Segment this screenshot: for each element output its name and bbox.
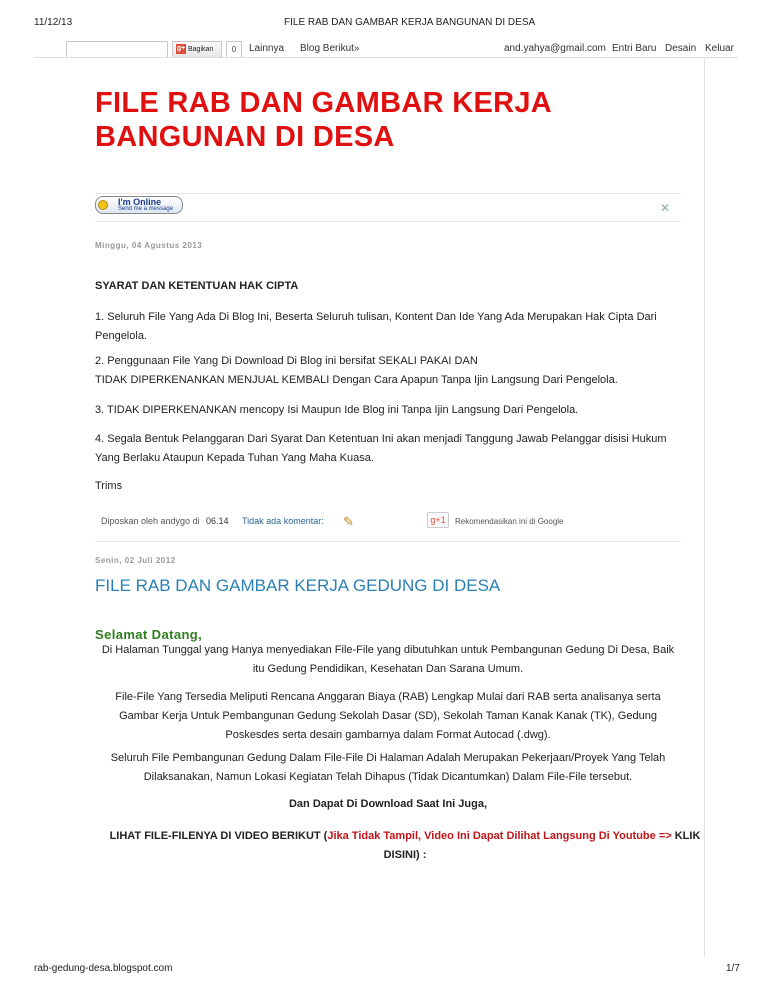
- post-paragraph: 2. Penggunaan File Yang Di Download Di Blog ini bersifat SEKALI PAKAI DAN: [95, 355, 478, 367]
- klik-disini-link[interactable]: KLIK DISINI) :: [383, 830, 701, 861]
- post-date: Minggu, 04 Agustus 2013: [95, 241, 203, 250]
- gadget-divider: [95, 221, 681, 222]
- share-label: Bagikan: [188, 46, 214, 53]
- recommend-google-text: Rekomendasikan ini di Google: [455, 517, 564, 526]
- post-paragraph: Dan Dapat Di Download Saat Ini Juga,: [288, 798, 488, 810]
- google-plus-icon: g+: [176, 45, 186, 52]
- post-divider: [95, 541, 681, 542]
- post-paragraph: File-File Yang Tersedia Meliputi Rencana Anggaran Biaya (RAB) Lengkap Mulai dari RAB serta analisanya serta Gambar Kerja Untuk Pembangunan Gedung Sekolah Dasar (SD), Sekolah Taman Kanak Kanak (TK), Gedung Poskesdes serta desain gambarnya dalam Format Autocad (.dwg).: [115, 691, 661, 741]
- gplus-one-button[interactable]: g+1: [427, 512, 449, 528]
- blog-title[interactable]: FILE RAB DAN GAMBAR KERJA BANGUNAN DI DESA: [95, 87, 551, 153]
- post-paragraph: Seluruh File Pembangunan Gedung Dalam File-File Di Halaman Adalah Merupakan Pekerjaan/Proyek Yang Telah Dilaksanakan, Namun Lokasi Kegiatan Telah Dihapus (Tidak Dicantumkan) Dalam File-File tersebut.: [110, 752, 666, 783]
- posted-by: Diposkan oleh andygo di: [101, 516, 200, 526]
- design-link[interactable]: Desain: [665, 43, 697, 54]
- post-paragraph: 1. Seluruh File Yang Ada Di Blog Ini, Beserta Seluruh tulisan, Kontent Dan Ide Yang Ada Merupakan Hak Cipta Dari Pengelola.: [95, 311, 657, 342]
- print-page-number: 1/7: [726, 963, 740, 974]
- logout-link[interactable]: Keluar: [705, 43, 734, 54]
- comments-link[interactable]: Tidak ada komentar:: [242, 516, 324, 526]
- new-post-link[interactable]: Entri Baru: [612, 43, 657, 54]
- blogger-navbar: [0, 40, 768, 62]
- edit-post-pencil-icon[interactable]: ✎: [343, 514, 354, 529]
- print-url: rab-gedung-desa.blogspot.com: [34, 963, 173, 974]
- online-badge-subtitle: Send me a message: [118, 206, 174, 212]
- online-badge-title: I'm Online: [118, 197, 162, 207]
- post-heading: SYARAT DAN KETENTUAN HAK CIPTA: [95, 280, 299, 292]
- post-title[interactable]: FILE RAB DAN GAMBAR KERJA GEDUNG DI DESA: [95, 576, 501, 595]
- post-paragraph: 4. Segala Bentuk Pelanggaran Dari Syarat Dan Ketentuan Ini akan menjadi Tanggung Jawab Pelanggar disisi Hukum Yang Berlaku Ataupun Kepada Tuhan Yang Maha Kuasa.: [95, 433, 667, 464]
- right-column-divider: [704, 58, 705, 958]
- header-divider: [95, 193, 681, 194]
- next-blog-link[interactable]: Blog Berikut»: [300, 43, 360, 54]
- post-footer: [95, 510, 681, 536]
- post-date: Senin, 02 Juli 2012: [95, 556, 176, 565]
- post-paragraph: 3. TIDAK DIPERKENANKAN mencopy Isi Maupun Ide Blog ini Tanpa Ijin Langsung Dari Pengelola.: [95, 404, 579, 416]
- smiley-icon: [98, 200, 108, 210]
- welcome-heading: Selamat Datang,: [95, 627, 203, 642]
- youtube-note: Jika Tidak Tampil, Video Ini Dapat Dilihat Langsung Di Youtube =>: [327, 830, 672, 842]
- im-online-badge[interactable]: [95, 196, 183, 214]
- print-title: FILE RAB DAN GAMBAR KERJA BANGUNAN DI DESA: [284, 17, 536, 28]
- post-paragraph: Di Halaman Tunggal yang Hanya menyediakan File-File yang dibutuhkan untuk Pembangunan Gedung Di Desa, Baik itu Gedung Pendidikan, Kesehatan Dan Sarana Umum.: [101, 644, 675, 675]
- share-button[interactable]: [172, 41, 222, 58]
- user-email[interactable]: and.yahya@gmail.com: [504, 43, 606, 54]
- navbar-search-input[interactable]: [66, 41, 168, 58]
- more-menu-link[interactable]: Lainnya: [249, 43, 285, 54]
- edit-gadget-icon[interactable]: ✕: [660, 201, 671, 215]
- video-instruction-lead: LIHAT FILE-FILENYA DI VIDEO BERIKUT (: [109, 830, 328, 842]
- post-paragraph: TIDAK DIPERKENANKAN MENJUAL KEMBALI Dengan Cara Apapun Tanpa Ijin Langsung Dari Pengelola.: [95, 374, 618, 386]
- post-signoff: Trims: [95, 480, 123, 492]
- post-time-link[interactable]: 06.14: [206, 516, 229, 526]
- share-count: 0: [226, 41, 242, 58]
- navbar-divider: [34, 57, 738, 58]
- video-instruction: [95, 827, 715, 865]
- print-date: 11/12/13: [34, 17, 73, 28]
